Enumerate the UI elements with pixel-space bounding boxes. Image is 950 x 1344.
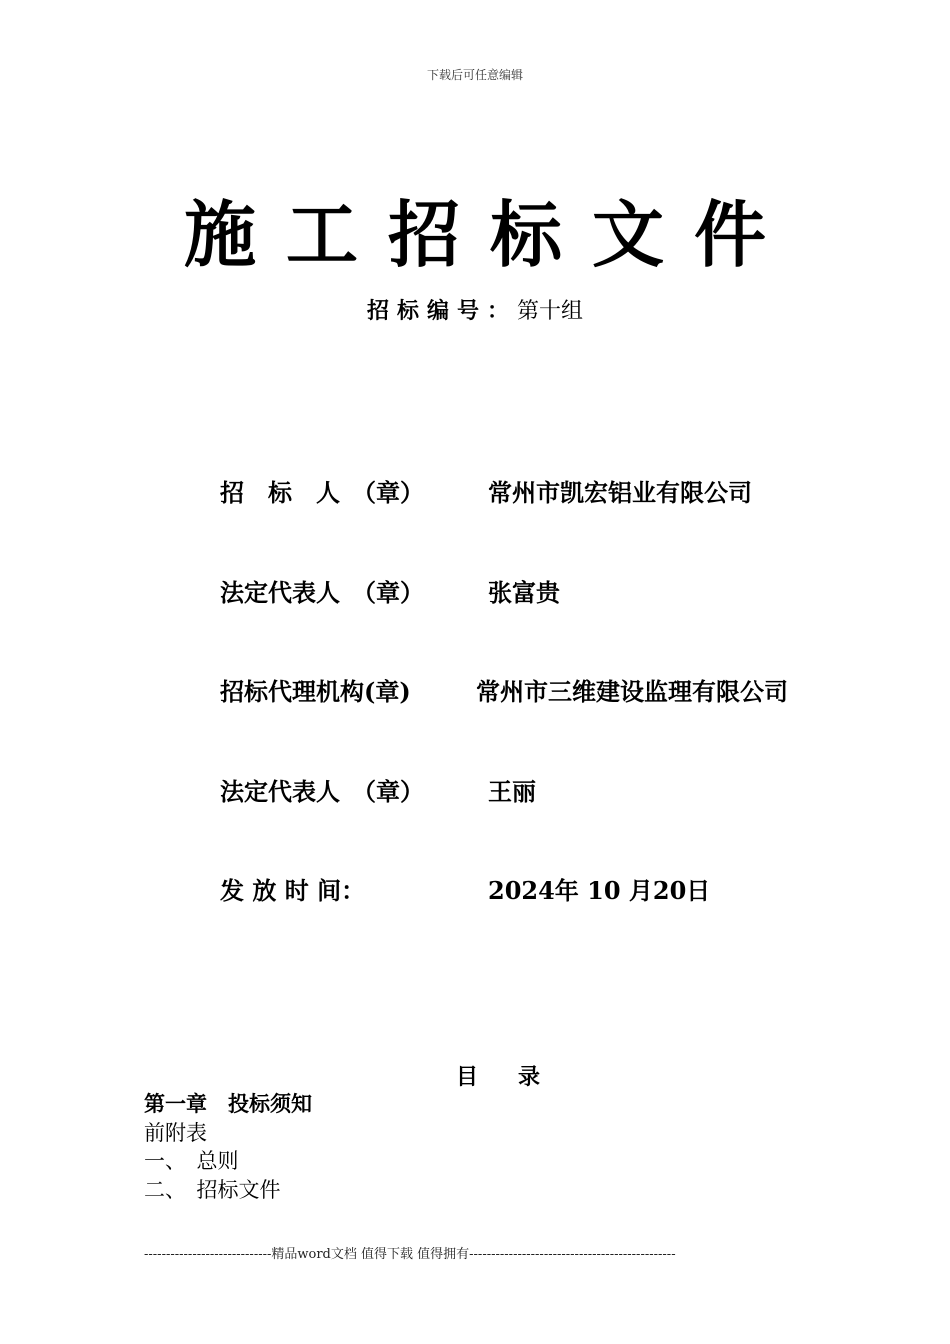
toc-chapter: 第一章 投标须知: [144, 1091, 312, 1116]
info-value: 常州市凯宏铝业有限公司: [488, 478, 752, 507]
toc-item: 二、 招标文件: [144, 1177, 281, 1202]
toc-item: 前附表: [144, 1120, 207, 1145]
page-footer: -----------------------------精品word文档 值得下载 值得拥有-----------------------------------------------: [144, 1247, 676, 1262]
info-value: 张富贵: [488, 578, 560, 607]
info-value: 常州市三维建设监理有限公司: [476, 677, 788, 706]
info-key: 法定代表人 （章）: [220, 578, 424, 607]
info-key: 招 标 人 （章）: [220, 478, 424, 507]
info-value: 2024年 10 月20日: [488, 876, 711, 905]
tender-number-label: 招标编号：: [366, 298, 517, 324]
info-key: 招标代理机构(章): [220, 677, 411, 706]
info-value: 王丽: [488, 777, 536, 806]
toc-title: 目录: [456, 1064, 581, 1090]
page-header-note: 下载后可任意编辑: [426, 68, 523, 82]
toc-item: 一、 总则: [144, 1149, 239, 1173]
tender-number-value: 第十组: [517, 299, 584, 324]
table-of-contents: [144, 1090, 312, 1204]
tender-number: [0, 296, 950, 327]
info-key: 法定代表人 （章）: [220, 777, 424, 806]
document-title: 施工招标文件: [183, 192, 796, 277]
info-key: 发 放 时 间：: [220, 876, 366, 905]
